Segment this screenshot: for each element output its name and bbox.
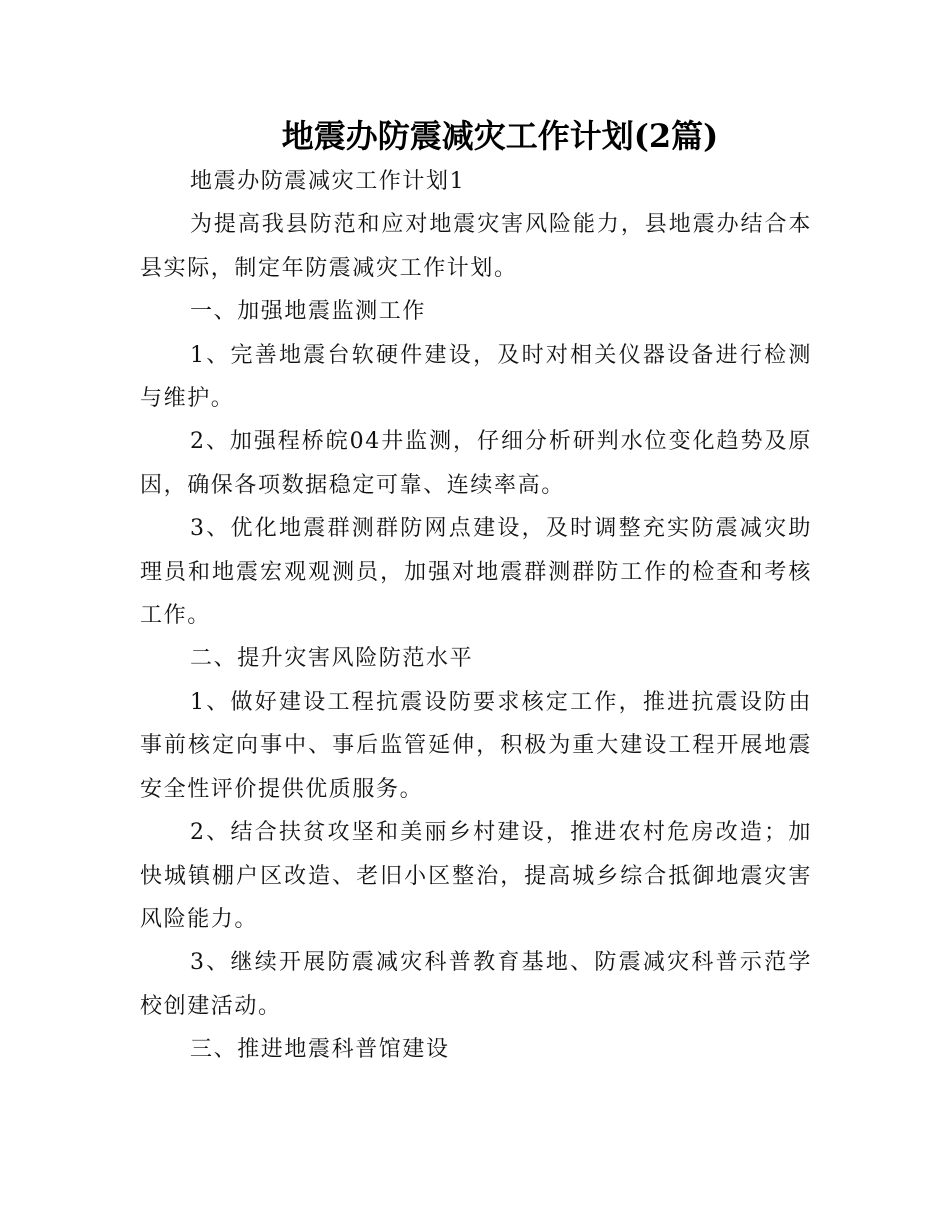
section-heading-risk-prevention: 二、提升灾害风险防范水平: [190, 646, 474, 672]
document-body: [140, 160, 812, 1072]
intro-paragraph: 为提高我县防范和应对地震灾害风险能力，县地震办结合本县实际，制定年防震减灾工作计划。: [140, 212, 812, 281]
document-title: 地震办防震减灾工作计划(2篇): [281, 117, 719, 155]
list-item-paragraph: 3、继续开展防震减灾科普教育基地、防震减灾科普示范学校创建活动。: [140, 950, 812, 1019]
list-item-paragraph: 1、完善地震台软硬件建设，及时对相关仪器设备进行检测与维护。: [140, 342, 812, 412]
list-item-paragraph: 2、结合扶贫攻坚和美丽乡村建设，推进农村危房改造；加快城镇棚户区改造、老旧小区整治，提高城乡综合抵御地震灾害风险能力。: [140, 820, 812, 932]
section-heading-science-museum: 三、推进地震科普馆建设: [190, 1037, 450, 1063]
list-item-paragraph: 3、优化地震群测群防网点建设，及时调整充实防震减灾助理员和地震宏观观测员，加强对地震群测群防工作的检查和考核工作。: [140, 516, 812, 629]
list-item-paragraph: 2、加强程桥皖04井监测，仔细分析研判水位变化趋势及原因，确保各项数据稳定可靠、连续率高。: [140, 429, 812, 498]
section-heading-monitoring: 一、加强地震监测工作: [190, 299, 427, 325]
list-item-paragraph: 1、做好建设工程抗震设防要求核定工作，推进抗震设防由事前核定向事中、事后监管延伸，积极为重大建设工程开展地震安全性评价提供优质服务。: [140, 689, 812, 802]
subtitle-paragraph: 地震办防震减灾工作计划1: [190, 169, 466, 194]
